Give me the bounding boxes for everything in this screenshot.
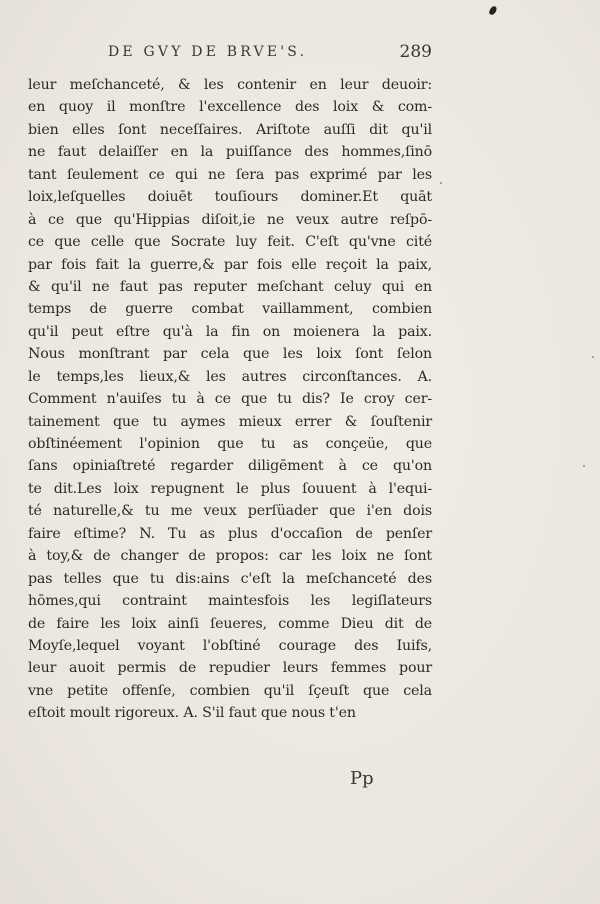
text-line: Moyſe,lequel voyant l'obſtiné courage des Iuifs, xyxy=(28,637,432,654)
paper-speck xyxy=(440,182,442,184)
body-text xyxy=(28,74,432,725)
text-line: par fois fait la guerre,& par fois elle reçoit la paix, xyxy=(28,256,432,273)
running-head xyxy=(108,42,432,66)
running-title: DE GVY DE BRVE'S. xyxy=(108,44,308,60)
text-line: leur meſchanceté, & les contenir en leur deuoir: xyxy=(28,77,432,93)
text-line: Nous monſtrant par cela que les loix ſont ſelon xyxy=(28,346,432,363)
text-line: pas telles que tu dis:ains c'eſt la meſchanceté des xyxy=(28,570,432,587)
text-line: ſans opiniaſtreté regarder diligēment à ce qu'on xyxy=(28,458,432,475)
text-line: à ce que qu'Hippias diſoit,ie ne veux autre reſpō- xyxy=(28,211,432,228)
text-line: bien elles ſont neceſſaires. Ariſtote auſſi dit qu'il xyxy=(28,121,432,138)
text-line: le temps,les lieux,& les autres circonſtances. A. xyxy=(28,368,432,385)
text-line: hōmes,qui contraint maintesfois les legiſlateurs xyxy=(28,593,432,610)
text-line: qu'il peut eſtre qu'à la fin on moienera la paix. xyxy=(28,323,432,340)
text-line: en quoy il monſtre l'excellence des loix & com- xyxy=(28,99,432,116)
text-line: ne faut delaiſſer en la puiſſance des hommes,ſinō xyxy=(28,144,432,161)
signature-mark: Pp xyxy=(350,768,374,789)
text-line: ce que celle que Socrate luy feit. C'eſt qu'vne cité xyxy=(28,234,432,251)
text-line: loix,leſquelles doiuēt touſiours dominer.Et quāt xyxy=(28,189,432,206)
paper-speck xyxy=(592,356,594,358)
text-line: vne petite offenſe, combien qu'il ſçeuſt que cela xyxy=(28,682,432,699)
text-line: eſtoit moult rigoreux. A. S'il faut que nous t'en xyxy=(28,705,356,722)
page-number: 289 xyxy=(399,42,432,62)
text-line: temps de guerre combat vaillamment, combien xyxy=(28,301,432,318)
ink-blot xyxy=(488,5,497,16)
text-line: & qu'il ne faut pas reputer meſchant celuy qui en xyxy=(28,278,432,295)
text-line: te dit.Les loix repugnent le plus ſouuent à l'equi- xyxy=(28,480,432,497)
paper-speck xyxy=(583,465,585,467)
text-line: obſtinéement l'opinion que tu as conçeüe, que xyxy=(28,436,432,452)
text-line: té naturelle,& tu me veux perſüader que i'en dois xyxy=(28,503,432,520)
text-line: Comment n'auiſes tu à ce que tu dis? Ie croy cer- xyxy=(28,391,432,408)
text-line: de faire les loix ainſi ſeueres, comme Dieu dit de xyxy=(28,615,432,632)
text-line: à toy,& de changer de propos: car les loix ne ſont xyxy=(28,548,432,565)
text-line: tainement que tu aymes mieux errer & ſouſtenir xyxy=(28,413,432,430)
text-line: leur auoit permis de repudier leurs femmes pour xyxy=(28,660,432,677)
text-line: faire eſtime? N. Tu as plus d'occaſion de penſer xyxy=(28,525,432,542)
text-line: tant ſeulement ce qui ne ſera pas exprimé par les xyxy=(28,166,432,183)
